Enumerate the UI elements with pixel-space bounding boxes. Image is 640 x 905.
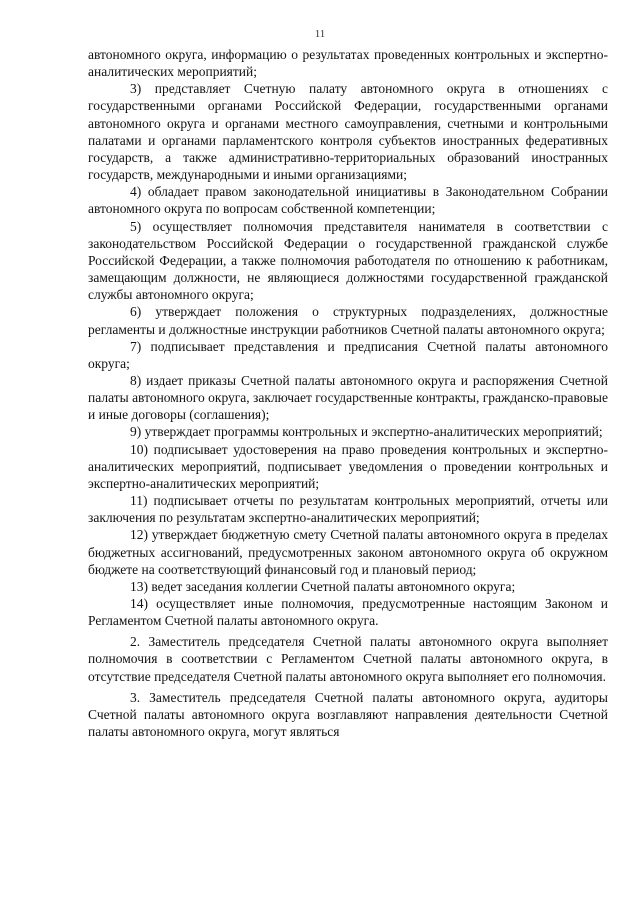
document-body [88, 46, 608, 740]
list-item-12: 12) утверждает бюджетную смету Счетной палаты автономного округа в пределах бюджетных ассигнований, предусмотренных законом автономного округа об окружном бюджете на соответствующий финансовый год и плановый период; [88, 527, 608, 577]
paragraph-continuation: автономного округа, информацию о результатах проведенных контрольных и экспертно-аналитических мероприятий; [88, 47, 608, 80]
list-item-7: 7) подписывает представления и предписания Счетной палаты автономного округа; [88, 338, 608, 371]
list-item-8: 8) издает приказы Счетной палаты автономного округа и распоряжения Счетной палаты автономного округа, заключает государственные контракты, гражданско-правовые и иные договоры (соглашения); [88, 372, 608, 423]
list-item-5: 5) осуществляет полномочия представителя нанимателя в соответствии с законодательством Российской Федерации о государственной гражданской службе Российской Федерации, а также полномочия работодателя по отношению к работникам, замещающим должности, не являющиеся должностями государственной гражданской службы автономного округа; [88, 218, 608, 303]
list-item-3: 3) представляет Счетную палату автономного округа в отношениях с государственными органами Российской Федерации, государственными органами автономного округа и органами местного самоуправления, счетными и контрольными палатами и органами парламентского контроля субъектов иностранных федеративных государств, а также административно-территориальных образований иностранных государств, международными и иными организациями; [88, 81, 608, 183]
list-item-6: 6) утверждает положения о структурных подразделениях, должностные регламенты и должностные инструкции работников Счетной палаты автономного округа; [88, 304, 608, 337]
list-item-9: 9) утверждает программы контрольных и экспертно-аналитических мероприятий; [130, 424, 603, 440]
page-number: 11 [314, 28, 326, 40]
section-3-paragraph: 3. Заместитель председателя Счетной палаты автономного округа, аудиторы Счетной палаты автономного округа возглавляют направления деятельности Счетной палаты автономного округа, могут являться [88, 689, 608, 740]
list-item-4: 4) обладает правом законодательной инициативы в Законодательном Собрании автономного округа по вопросам собственной компетенции; [88, 184, 608, 217]
list-item-14: 14) осуществляет иные полномочия, предусмотренные настоящим Законом и Регламентом Счетной палаты автономного округа. [88, 596, 608, 629]
list-item-11: 11) подписывает отчеты по результатам контрольных мероприятий, отчеты или заключения по результатам экспертно-аналитических мероприятий; [88, 493, 608, 526]
section-2-paragraph: 2. Заместитель председателя Счетной палаты автономного округа выполняет полномочия в соответствии с Регламентом Счетной палаты автономного округа, в отсутствие председателя Счетной палаты автономного округа выполняет его полномочия. [88, 634, 608, 684]
list-item-10: 10) подписывает удостоверения на право проведения контрольных и экспертно-аналитических мероприятий, подписывает уведомления о проведении контрольных и экспертно-аналитических мероприятий; [88, 441, 608, 491]
list-item-13: 13) ведет заседания коллегии Счетной палаты автономного округа; [130, 578, 516, 594]
